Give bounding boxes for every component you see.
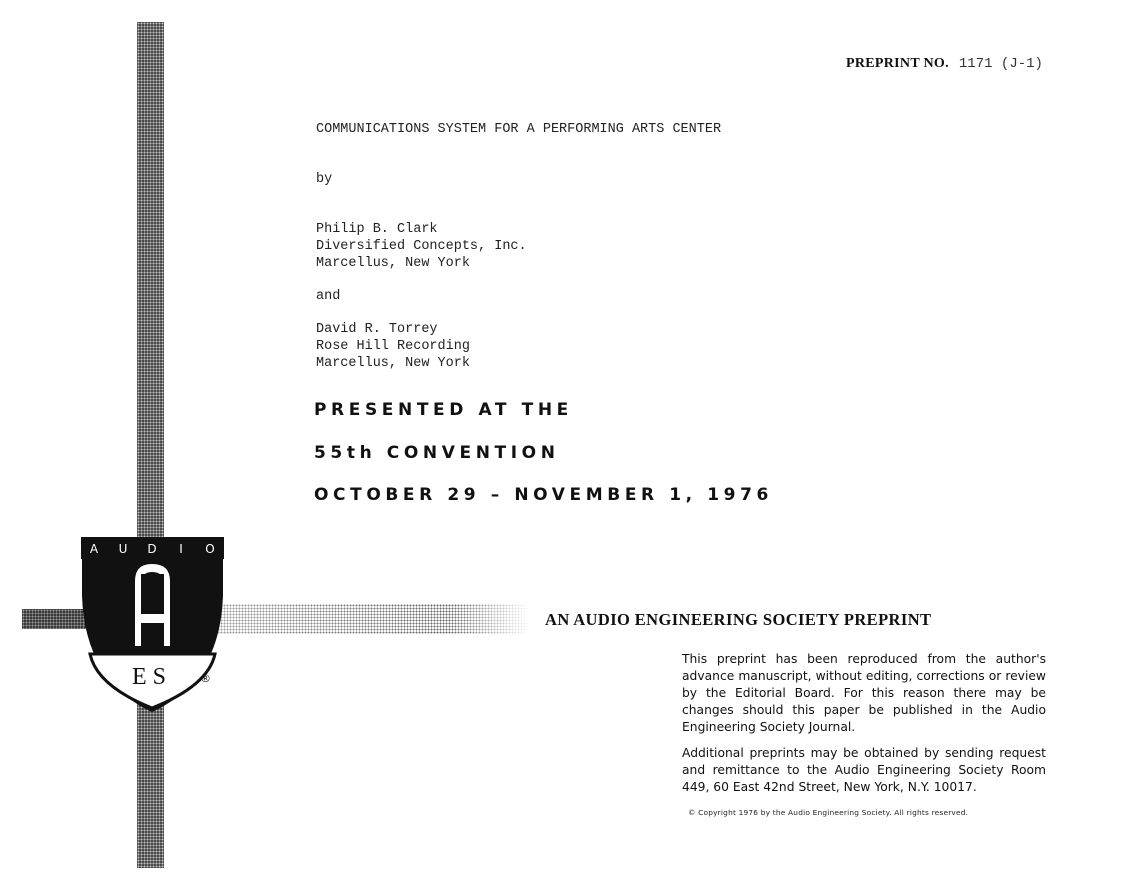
author2-name: David R. Torrey: [316, 322, 438, 337]
preprint-label: PREPRINT NO.: [846, 56, 949, 71]
presented-line-1: PRESENTED AT THE: [314, 400, 573, 420]
preprint-number-header: [846, 56, 1043, 72]
halftone-fade-strip: [208, 604, 530, 634]
logo-letter-u: U: [118, 542, 128, 556]
logo-es-letters: ES: [131, 664, 173, 690]
presented-line-2: 55th CONVENTION: [314, 443, 560, 463]
author1-location: Marcellus, New York: [316, 256, 470, 271]
copyright-line: © Copyright 1976 by the Audio Engineering Society. All rights reserved.: [688, 808, 969, 817]
presented-line-3: OCTOBER 29 – NOVEMBER 1, 1976: [314, 485, 773, 505]
and-label: and: [316, 289, 341, 304]
author1-org: Diversified Concepts, Inc.: [316, 239, 527, 254]
logo-letter-o: O: [205, 542, 215, 556]
society-preprint-heading: AN AUDIO ENGINEERING SOCIETY PREPRINT: [545, 610, 932, 629]
logo-letter-d: D: [147, 542, 157, 556]
author2-location: Marcellus, New York: [316, 356, 470, 371]
paper-title: COMMUNICATIONS SYSTEM FOR A PERFORMING ARTS CENTER: [316, 122, 722, 137]
by-label: by: [316, 172, 333, 187]
registered-mark: ®: [200, 672, 211, 685]
author2-org: Rose Hill Recording: [316, 339, 470, 354]
author1-name: Philip B. Clark: [316, 222, 438, 237]
vertical-stipple-bar: [137, 22, 164, 868]
preprint-number: 1171 (J-1): [958, 56, 1043, 72]
logo-letter-i: I: [179, 542, 183, 556]
aes-shield-logo: [80, 536, 225, 714]
logo-letter-a: A: [89, 542, 99, 556]
notice-paragraph-2: Additional preprints may be obtained by sending request and remittance to the Audio Engineering Society Room 449, 60 East 42nd Street, New York, N.Y. 10017.: [682, 746, 1046, 794]
notice-paragraph-1: This preprint has been reproduced from the author's advance manuscript, without editing, corrections or review by the Editorial Board. For this reason there may be changes should this paper be published in the Audio Engineering Society Journal.: [682, 652, 1046, 734]
